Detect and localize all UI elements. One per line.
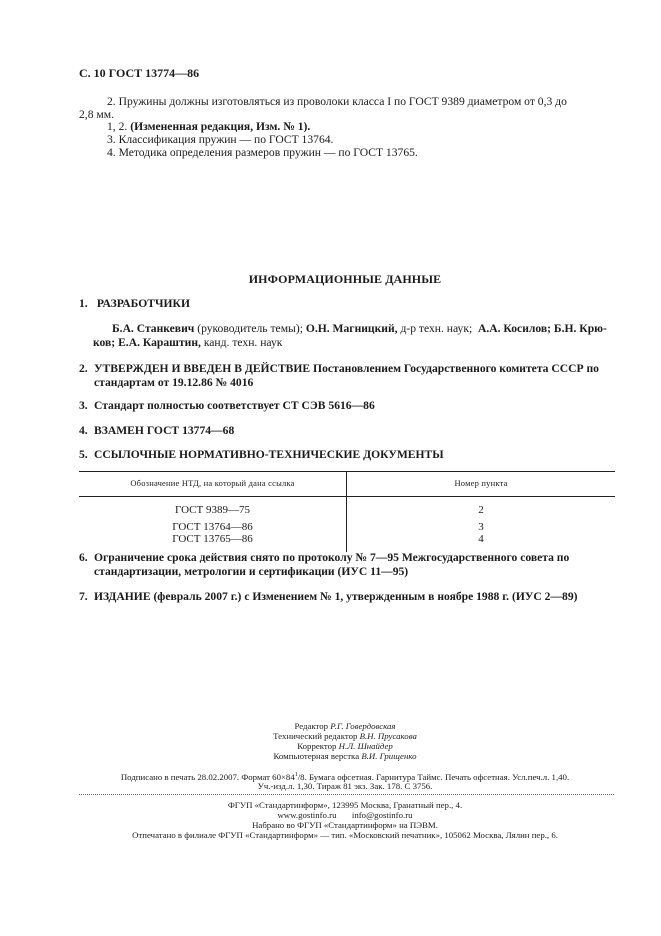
para-2-line-1: 2. Пружины должны изготовляться из проволоки класса I по ГОСТ 9389 диаметром от 0,3 до (107, 95, 567, 108)
section-number: 5. (79, 448, 88, 461)
table-cell-document: ГОСТ 13765—86 (79, 533, 347, 552)
imprint-layout (0, 751, 661, 762)
email-link[interactable]: info@gostinfo.ru (351, 810, 413, 820)
table-cell-clause: 2 (478, 504, 484, 516)
tech-editor-name: В.Н. Прусакова (359, 731, 417, 741)
table-header-row (79, 472, 615, 497)
imprint-publisher: ФГУП «Стандартинформ», 123995 Москва, Гранатный пер., 4. (227, 800, 463, 810)
imprint-editor (0, 721, 661, 732)
page-header: С. 10 ГОСТ 13774—86 (79, 66, 200, 80)
section-text: ВЗАМЕН ГОСТ 13774—68 (94, 424, 235, 437)
section-text: ИЗДАНИЕ (февраль 2007 г.) с Изменением № 1, утвержденным в ноябре 1988 г. (ИУС 2—89) (94, 590, 578, 603)
section-1-heading (79, 296, 190, 311)
section-number: 3. (79, 399, 88, 412)
section-text-line-1: УТВЕРЖДЕН И ВВЕДЕН В ДЕЙСТВИЕ Постановлением Государственного комитета СССР по (94, 362, 599, 375)
developer-name: О.Н. Магницкий, (305, 322, 398, 335)
print-info: Подписано в печать 28.02.2007. Формат 60×84 (120, 771, 295, 782)
table-row (79, 497, 615, 521)
developer-name: Б.Н. Крю- (553, 322, 607, 335)
section-number: 1. (79, 297, 88, 310)
column-header-clause: Номер пункта (347, 472, 616, 497)
developers-line-2 (93, 336, 282, 350)
table-cell-document: ГОСТ 13764—86 (79, 521, 347, 534)
section-number: 2. (79, 362, 88, 375)
developer-name: ков; (93, 336, 116, 349)
section-title: РАЗРАБОТЧИКИ (96, 297, 190, 310)
para-amendment-note (107, 120, 310, 134)
section-text: Стандарт полностью соответствует СТ СЭВ 5616—86 (94, 399, 375, 412)
para-4: 4. Методика определения размеров пружин — по ГОСТ 13765. (107, 146, 418, 159)
developers-line-1 (112, 322, 607, 336)
corrector-label: Корректор (297, 741, 337, 751)
imprint-divider (79, 794, 614, 795)
section-4 (79, 423, 234, 438)
developer-name: Б.А. Станкевич (112, 322, 195, 335)
amendment-ref: 1, 2. (107, 120, 128, 133)
website-link[interactable]: www.gostinfo.ru (277, 810, 337, 820)
table-cell-document: ГОСТ 9389—75 (79, 497, 347, 521)
para-3: 3. Классификация пружин — по ГОСТ 13764. (107, 133, 334, 146)
section-number: 4. (79, 424, 88, 437)
imprint-typeset: Набрано во ФГУП «Стандартинформ» на ПЭВМ. (252, 820, 438, 830)
section-2-line-2: стандартам от 19.12.86 № 4016 (94, 376, 254, 389)
developer-role: д-р техн. наук; (400, 322, 473, 335)
section-5 (79, 447, 444, 462)
table-row (79, 533, 615, 552)
developer-name: А.А. Косилов; (477, 322, 552, 335)
layout-label: Компьютерная верстка (273, 751, 360, 761)
tech-editor-label: Технический редактор (273, 731, 358, 741)
section-number: 7. (79, 590, 88, 603)
section-7 (79, 589, 577, 604)
editor-label: Редактор (294, 721, 329, 731)
section-3 (79, 398, 375, 413)
column-header-document: Обозначение НТД, на который дана ссылка (79, 472, 347, 497)
format-fraction-numerator: 1 (294, 772, 298, 778)
imprint-tech-editor (0, 731, 661, 742)
references-table (79, 471, 615, 552)
table-cell-clause: 3 (478, 520, 484, 533)
amendment-text: (Измененная редакция, Изм. № 1). (130, 120, 311, 133)
layout-name: В.И. Грищенко (361, 751, 417, 761)
section-text-line-1: Ограничение срока действия снято по протоколу № 7—95 Межгосударственного совета по (94, 551, 570, 564)
section-text: ССЫЛОЧНЫЕ НОРМАТИВНО-ТЕХНИЧЕСКИЕ ДОКУМЕНТЫ (94, 448, 444, 461)
imprint-contacts (0, 810, 661, 821)
section-2 (79, 361, 599, 376)
format-fraction-denominator: /8 (297, 771, 305, 782)
imprint-printed: Отпечатано в филиале ФГУП «Стандартинформ» — тип. «Московский печатник», 105062 Москва, Лялин пер., 6. (132, 830, 558, 840)
corrector-name: Н.Л. Шнайдер (338, 741, 393, 751)
info-title: ИНФОРМАЦИОННЫЕ ДАННЫЕ (248, 272, 442, 286)
print-info-rest: . Бумага офсетная. Гарнитура Таймс. Печать офсетная. Усл.печ.л. 1,40. (304, 771, 570, 782)
table-row (79, 521, 615, 534)
section-6-line-2: стандартизации, метрологии и сертификации (ИУС 11—95) (94, 565, 409, 578)
section-number: 6. (79, 551, 88, 564)
developer-role: канд. техн. наук (203, 336, 283, 349)
developer-role: (руководитель темы); (197, 322, 303, 335)
para-2-line-2: 2,8 мм. (79, 108, 114, 121)
editor-name: Р.Г. Говердовская (330, 721, 396, 731)
imprint-corrector (0, 741, 661, 752)
section-6 (79, 550, 569, 565)
imprint-print-line-2: Уч.-изд.л. 1,30. Тираж 81 экз. Зак. 178. С 3756. (257, 781, 433, 791)
table-cell-clause: 4 (478, 533, 484, 545)
developer-name: Е.А. Караштин, (118, 336, 201, 349)
